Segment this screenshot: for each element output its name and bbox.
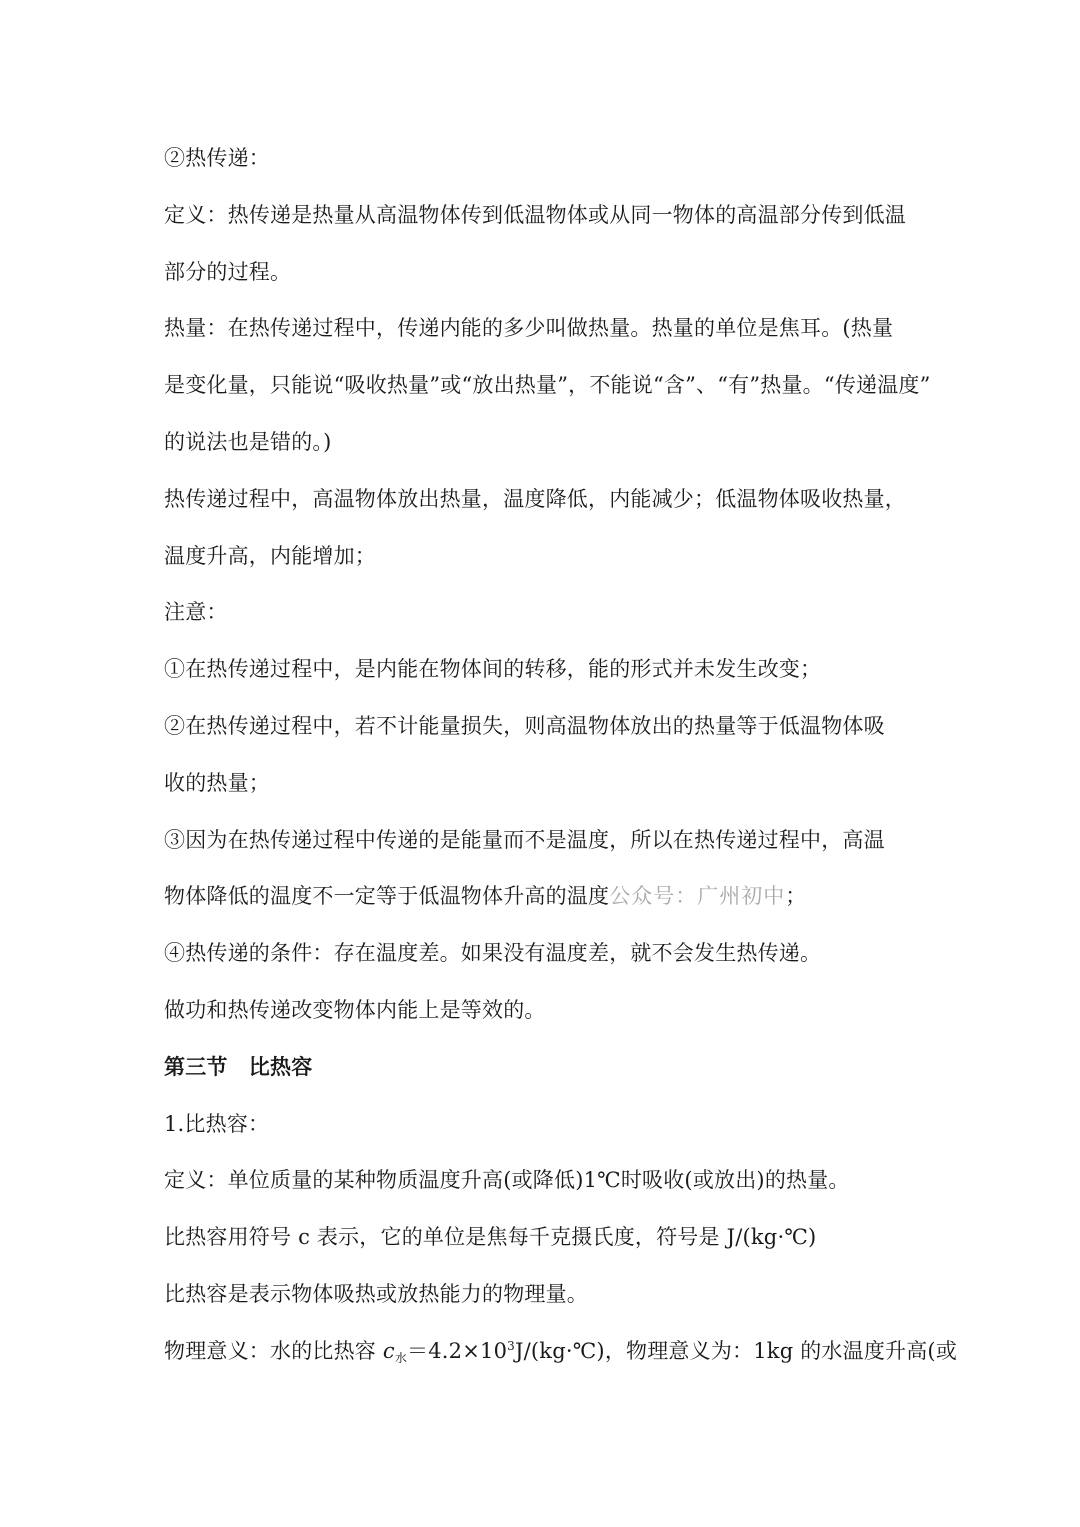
process-line-1: 热传递过程中，高温物体放出热量，温度降低，内能减少；低温物体吸收热量， (164, 486, 906, 511)
specific-heat-symbol: 比热容用符号 c 表示，它的单位是焦每千克摄氏度，符号是 J/(kg·℃) (164, 1225, 817, 1250)
heat-quantity-line-3: 的说法也是错的。) (164, 429, 332, 454)
water-value: ＝4.2×10 (407, 1338, 508, 1363)
note-item-3-text: 物体降低的温度不一定等于低温物体升高的温度 (164, 884, 610, 909)
heat-transfer-heading: ②热传递： (164, 146, 270, 170)
physical-meaning-rest: J/(kg·℃)，物理意义为：1kg 的水温度升高(或 (515, 1338, 958, 1363)
note-item-4: ④热传递的条件：存在温度差。如果没有温度差，就不会发生热传递。 (164, 941, 822, 966)
note-item-1: ①在热传递过程中，是内能在物体间的转移，能的形式并未发生改变； (164, 657, 822, 682)
note-item-2-line-1: ②在热传递过程中，若不计能量损失，则高温物体放出的热量等于低温物体吸 (164, 713, 885, 738)
note-item-3-line-1: ③因为在热传递过程中传递的是能量而不是温度，所以在热传递过程中，高温 (164, 827, 885, 852)
note-item-3-end: ； (785, 884, 807, 909)
c-subscript: 水 (394, 1350, 408, 1365)
note-item-3-line-2 (164, 868, 924, 925)
specific-heat-heading: 1.比热容： (164, 1111, 270, 1136)
definition-line-2: 部分的过程。 (164, 259, 292, 284)
physical-meaning-line (164, 1323, 958, 1380)
definition-line-1: 定义：热传递是热量从高温物体传到低温物体或从同一物体的高温部分传到低温 (164, 202, 906, 227)
note-heading: 注意： (164, 600, 228, 625)
heat-quantity-line-1: 热量：在热传递过程中，传递内能的多少叫做热量。热量的单位是焦耳。(热量 (164, 316, 894, 341)
c-symbol: c (382, 1338, 395, 1363)
exponent: 3 (507, 1338, 516, 1353)
process-line-2: 温度升高，内能增加； (164, 543, 376, 568)
watermark-text: 公众号：广州初中 (609, 884, 786, 909)
note-item-2-line-2: 收的热量； (164, 770, 270, 795)
heat-quantity-line-2: 是变化量，只能说“吸收热量”或“放出热量”，不能说“含”、“有”热量。“传递温度” (164, 373, 931, 398)
specific-heat-meaning: 比热容是表示物体吸热或放热能力的物理量。 (164, 1281, 588, 1306)
section-title: 第三节 比热容 (164, 1053, 313, 1079)
equivalence-line: 做功和热传递改变物体内能上是等效的。 (164, 997, 546, 1022)
document-page (164, 130, 958, 1380)
specific-heat-definition: 定义：单位质量的某种物质温度升高(或降低)1℃时吸收(或放出)的热量。 (164, 1168, 850, 1193)
physical-meaning-label: 物理意义：水的比热容 (164, 1338, 383, 1363)
